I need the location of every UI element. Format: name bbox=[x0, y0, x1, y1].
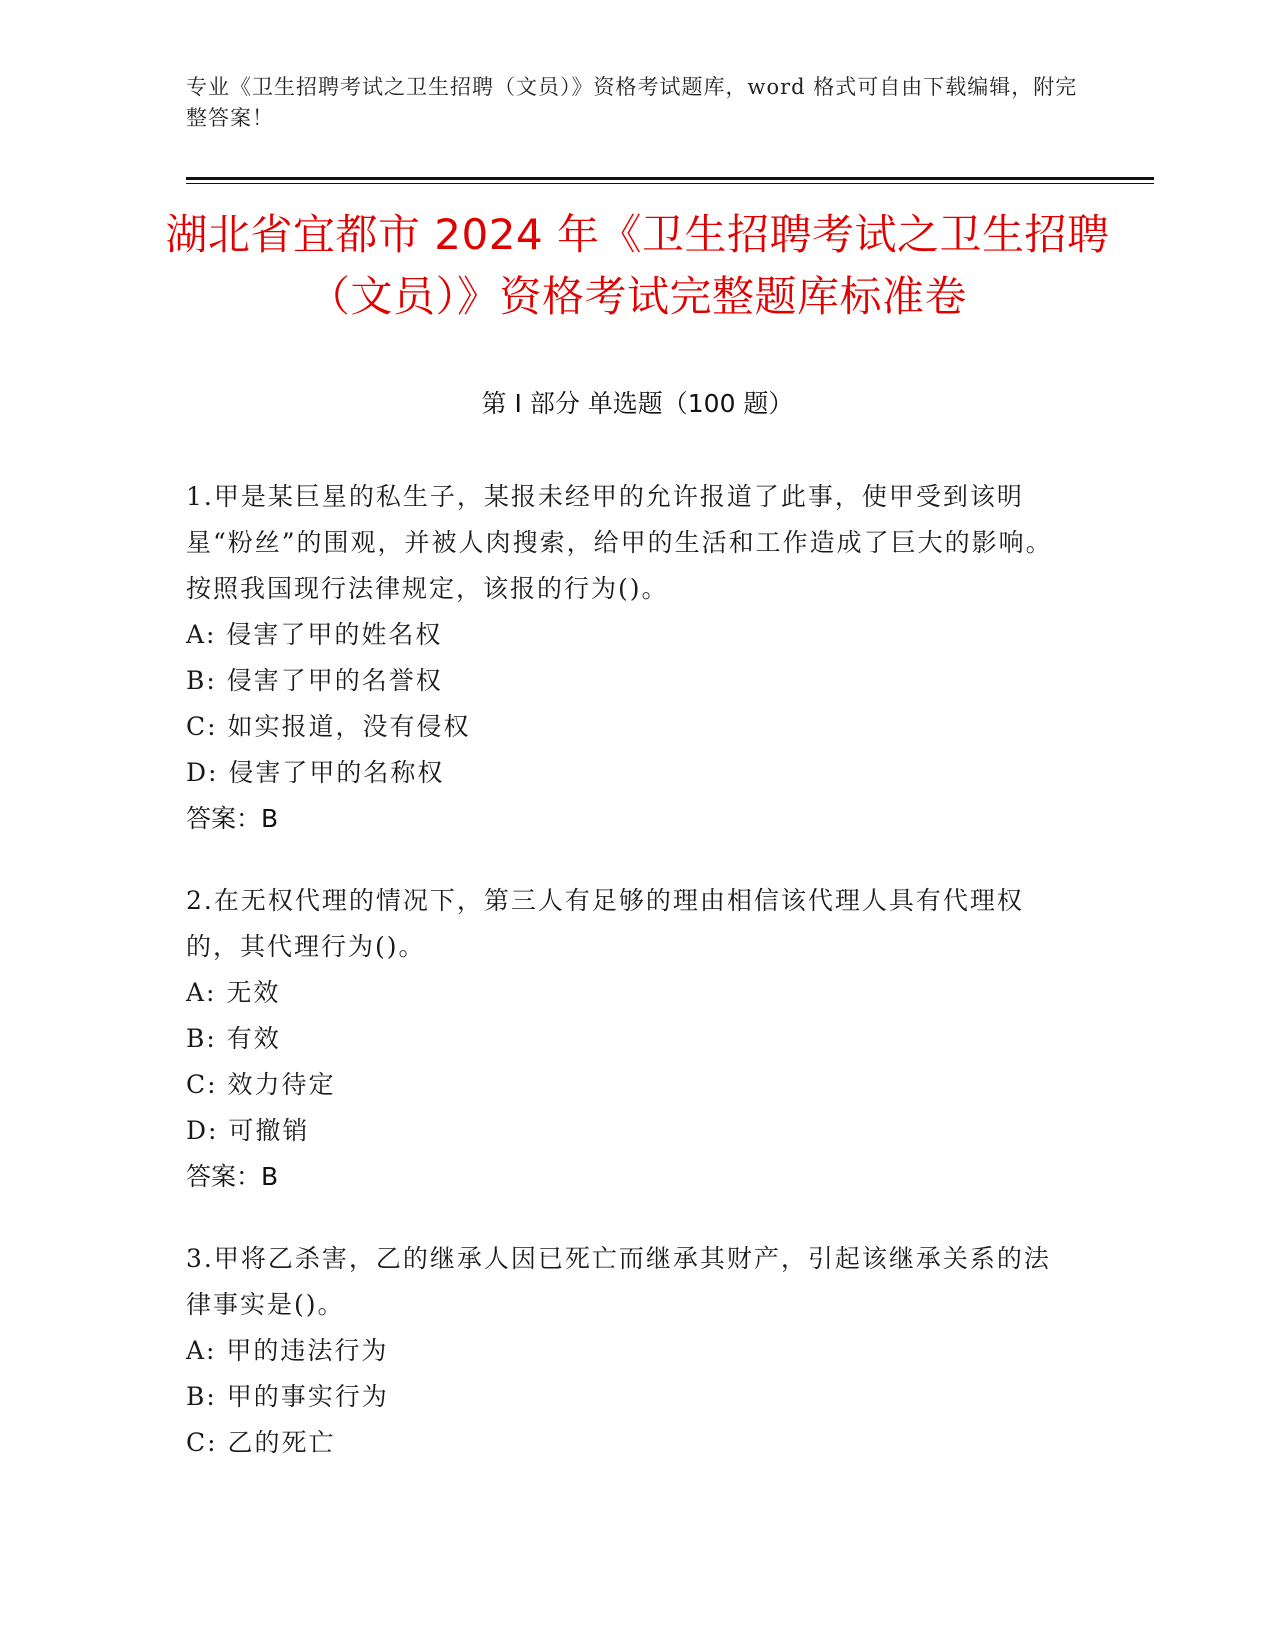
question-1 bbox=[186, 474, 1066, 842]
answer-line: 答案：B bbox=[186, 804, 279, 833]
answer-line: 答案：B bbox=[186, 1162, 279, 1191]
option-b: B: 甲的事实行为 bbox=[186, 1382, 389, 1411]
question-3 bbox=[186, 1236, 1066, 1466]
option-b: B: 有效 bbox=[186, 1024, 281, 1053]
option-d: D: 侵害了甲的名称权 bbox=[186, 758, 445, 787]
option-b: B: 侵害了甲的名誉权 bbox=[186, 666, 443, 695]
option-c: C: 乙的死亡 bbox=[186, 1428, 336, 1457]
option-a: A: 侵害了甲的姓名权 bbox=[186, 620, 443, 649]
option-c: C: 如实报道，没有侵权 bbox=[186, 712, 471, 741]
header-note: 专业《卫生招聘考试之卫生招聘（文员）》资格考试题库，word 格式可自由下载编辑，附完整答案！ bbox=[186, 75, 1078, 130]
header-divider-thin bbox=[186, 183, 1154, 184]
option-a: A: 无效 bbox=[186, 978, 281, 1007]
option-a: A: 甲的违法行为 bbox=[186, 1336, 389, 1365]
document-title: 湖北省宜都市 2024 年《卫生招聘考试之卫生招聘（文员）》资格考试完整题库标准卷 bbox=[165, 210, 1110, 321]
question-stem: 2.在无权代理的情况下，第三人有足够的理由相信该代理人具有代理权的，其代理行为()。 bbox=[186, 886, 1024, 961]
question-list bbox=[186, 474, 1066, 1502]
option-c: C: 效力待定 bbox=[186, 1070, 336, 1099]
question-stem: 1.甲是某巨星的私生子，某报未经甲的允许报道了此事，使甲受到该明星“粉丝”的围观，并被人肉搜索，给甲的生活和工作造成了巨大的影响。按照我国现行法律规定，该报的行为()。 bbox=[186, 482, 1053, 603]
option-d: D: 可撤销 bbox=[186, 1116, 310, 1145]
header-divider-thick bbox=[186, 177, 1154, 180]
question-stem: 3.甲将乙杀害，乙的继承人因已死亡而继承其财产，引起该继承关系的法律事实是()。 bbox=[186, 1244, 1051, 1319]
question-2 bbox=[186, 878, 1066, 1200]
section-title: 第 I 部分 单选题（100 题） bbox=[481, 389, 794, 418]
